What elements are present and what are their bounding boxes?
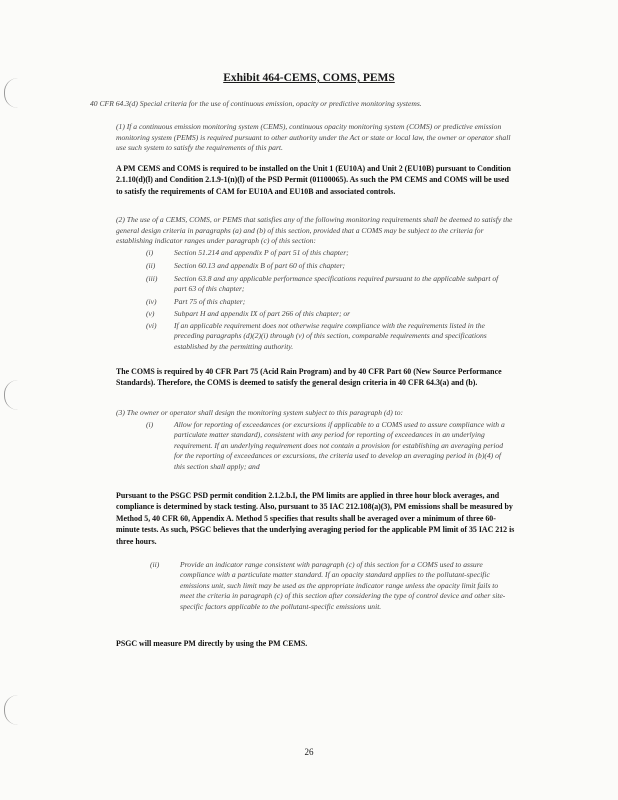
exhibit-title: Exhibit 464-CEMS, COMS, PEMS xyxy=(223,72,395,84)
list-item-text: Part 75 of this chapter; xyxy=(174,297,246,306)
list-item-text: Subpart H and appendix IX of part 266 of this chapter; or xyxy=(174,309,351,318)
list-item-text: Section 51.214 and appendix P of part 51 of this chapter; xyxy=(174,248,349,257)
bold-comment-3: Pursuant to the PSGC PSD permit condition 2.1.2.b.I, the PM limits are applied in three hour block averages, and compliance is determined by stack testing. Also, pursuant to 35 IAC 212.108(a)(3), PM emissions shall be measured by Method 5, 40 CFR 60, Appendix A. Method 5 specifies that results shall be averaged over a minimum of three 60-minute tests. As such, PSGC believes that the underlying averaging period for the applicable PM limit of 35 IAC 212 is three hours. xyxy=(116,491,515,546)
punch-hole-mark xyxy=(4,380,19,410)
list-item-number: (v) xyxy=(146,309,155,318)
list-item-text: Provide an indicator range consistent with paragraph (c) of this section for a COMS used to assure compliance with a particulate matter standard. If an opacity standard applies to the pollutant-specific emissions unit, such limit may be used as the appropriate indicator range unless the opacity limit fails to meet the criteria in paragraph (c) of this section after considering the type of control device and other site-specific factors applicable to the pollutant-specific emissions unit. xyxy=(180,560,506,611)
list-item-number: (iv) xyxy=(146,297,157,306)
list-item-text: Allow for reporting of exceedances (or excursions if applicable to a COMS used to assure compliance with a particulate matter standard), consistent with any period for reporting of exceedances in an underlying requirement. If an underlying requirement does not contain a provision for establishing an averaging period for the reporting of exceedances or excursions, the criteria used to develop an averaging period in (b)(4) of this section shall apply; and xyxy=(174,420,505,471)
bold-comment-2: The COMS is required by 40 CFR Part 75 (Acid Rain Program) and by 40 CFR Part 60 (New Source Performance Standards). Therefore, the COMS is deemed to satisfy the general design criteria in 40 CFR 64.3(a) and (b). xyxy=(116,367,502,388)
list-item-number: (i) xyxy=(146,248,154,257)
punch-hole-mark xyxy=(4,695,19,725)
list-item-text: If an applicable requirement does not otherwise require compliance with the requirements listed in the preceding paragraphs (d)(2)(i) through (v) of this section, comparable requirements and specifications established by the permitting authority. xyxy=(174,321,487,351)
list-item-number: (ii) xyxy=(150,560,160,569)
page-number: 26 xyxy=(304,747,314,757)
list-item-number: (iii) xyxy=(146,274,158,283)
regulation-citation: 40 CFR 64.3(d) Special criteria for the use of continuous emission, opacity or predictive monitoring systems. xyxy=(90,99,422,108)
paragraph-3: (3) The owner or operator shall design the monitoring system subject to this paragraph (d) to: xyxy=(116,408,404,417)
list-item-text: Section 60.13 and appendix B of part 60 of this chapter; xyxy=(174,261,346,270)
bold-comment-1: A PM CEMS and COMS is required to be installed on the Unit 1 (EU10A) and Unit 2 (EU10B) pursuant to Condition 2.1.10(d)(l) and Condition 2.1.9-1(n)(l) of the PSD Permit (01100065). As such the PM CEMS and COMS will be used to satisfy the requirements of CAM for EU10A and EU10B and associated controls. xyxy=(116,164,511,196)
list-item-number: (vi) xyxy=(146,321,157,330)
paragraph-1: (1) If a continuous emission monitoring system (CEMS), continuous opacity monitoring system (COMS) or predictive emission monitoring system (PEMS) is required pursuant to other authority under the Act or state or local law, the owner or operator shall use such system to satisfy the requirements of this part. xyxy=(116,122,511,153)
paragraph-2: (2) The use of a CEMS, COMS, or PEMS that satisfies any of the following monitoring requirements shall be deemed to satisfy the general design criteria in paragraphs (a) and (b) of this section, provided that a COMS may be subject to the criteria for establishing indicator ranges under paragraph (c) of this section: xyxy=(116,215,513,246)
list-item-text: Section 63.8 and any applicable performance specifications required pursuant to the applicable subpart of part 63 of this chapter; xyxy=(174,274,499,294)
bold-comment-4: PSGC will measure PM directly by using the PM CEMS. xyxy=(116,639,308,648)
list-item-number: (ii) xyxy=(146,261,156,270)
list-item-number: (i) xyxy=(146,420,154,429)
